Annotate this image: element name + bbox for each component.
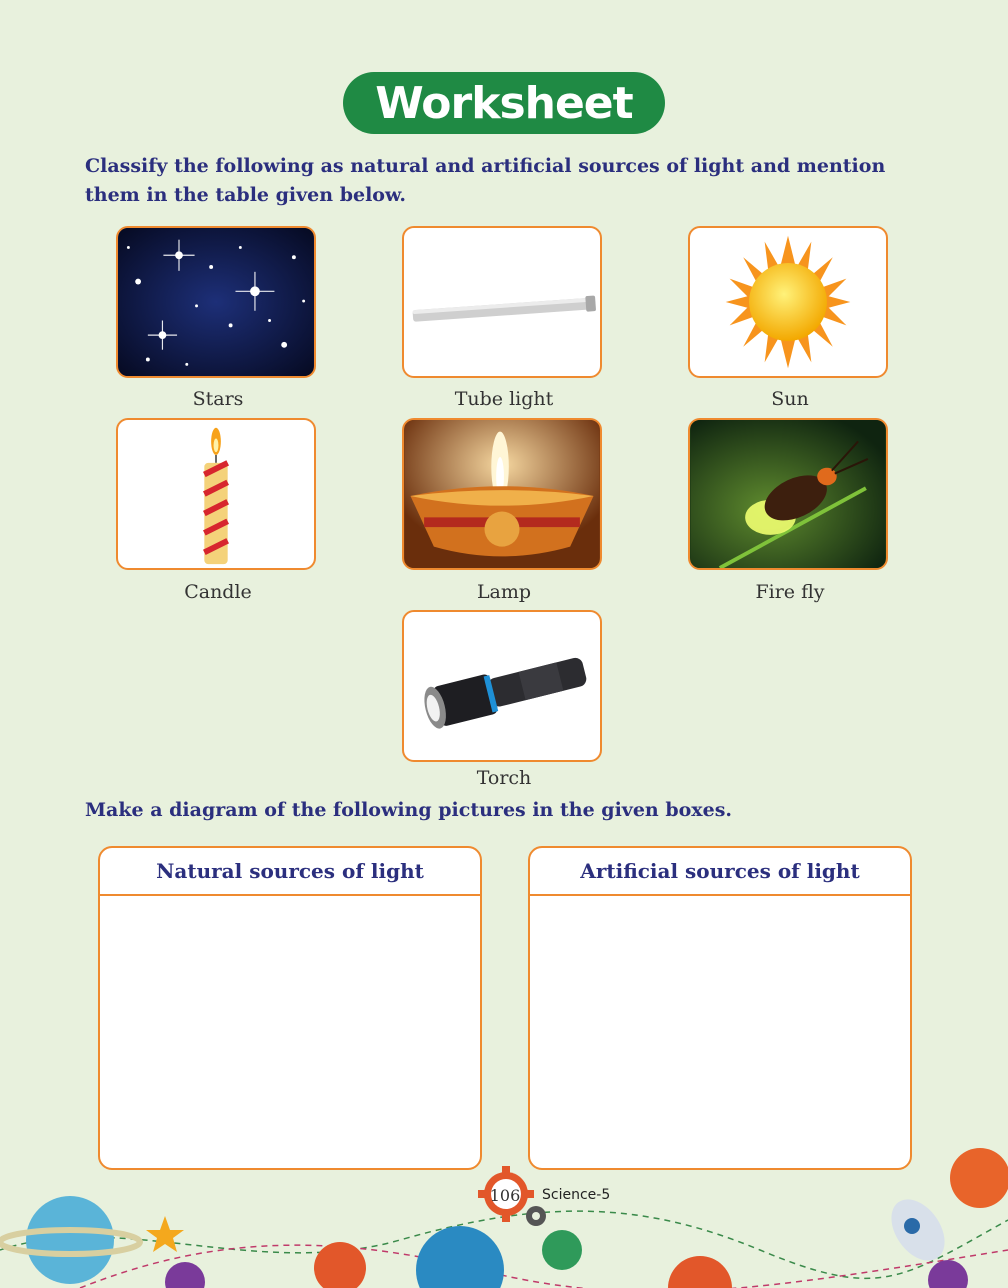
artificial-sources-box xyxy=(528,846,912,1170)
sun-label: Sun xyxy=(771,388,809,410)
firefly-label: Fire fly xyxy=(755,581,825,603)
worksheet-title-pill xyxy=(343,72,665,134)
tube-light-label: Tube light xyxy=(454,388,554,410)
torch-image xyxy=(402,610,602,762)
natural-sources-box xyxy=(98,846,482,1170)
lamp-image xyxy=(402,418,602,570)
sun-image xyxy=(688,226,888,378)
stars-label: Stars xyxy=(192,388,244,410)
stars-image xyxy=(116,226,316,378)
natural-sources-header: Natural sources of light xyxy=(100,848,480,896)
lamp-label: Lamp xyxy=(476,581,532,603)
candle-label: Candle xyxy=(184,581,252,603)
tube-light-image xyxy=(402,226,602,378)
artificial-sources-header: Artificial sources of light xyxy=(530,848,910,896)
artificial-sources-answer-area[interactable] xyxy=(530,896,910,1168)
book-title: Science-5 xyxy=(542,1187,611,1203)
torch-label: Torch xyxy=(476,767,532,789)
diagram-instruction: Make a diagram of the following pictures in the given boxes. xyxy=(85,799,733,821)
classify-instruction: Classify the following as natural and artificial sources of light and mention them in the table given below. xyxy=(85,155,886,206)
page-number: 106 xyxy=(489,1185,521,1205)
firefly-image xyxy=(688,418,888,570)
natural-sources-answer-area[interactable] xyxy=(100,896,480,1168)
candle-image xyxy=(116,418,316,570)
worksheet-title: Worksheet xyxy=(375,77,633,129)
